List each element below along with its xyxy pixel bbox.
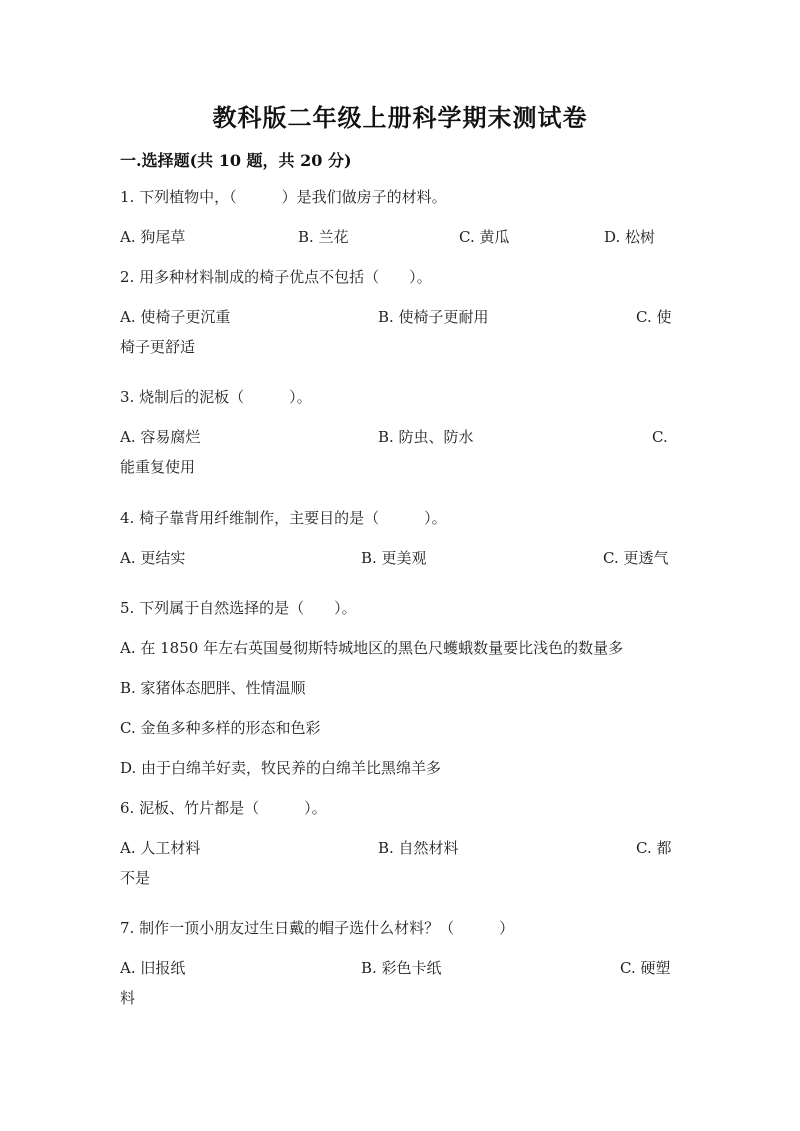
question-stem: 4. 椅子靠背用纤维制作，主要目的是（ ）。	[120, 509, 447, 527]
option-c: C. 都	[636, 839, 672, 857]
option-a: A. 旧报纸	[120, 959, 186, 977]
question-stem: 5. 下列属于自然选择的是（ ）。	[120, 599, 357, 617]
option-a: A. 更结实	[120, 549, 186, 567]
page-title: 教科版二年级上册科学期末测试卷	[212, 103, 588, 132]
question-stem: 7. 制作一顶小朋友过生日戴的帽子选什么材料？（ ）	[120, 919, 515, 937]
option-b: B. 自然材料	[378, 839, 459, 857]
option-c-wrap: 料	[120, 989, 136, 1007]
option-c-wrap: 能重复使用	[120, 458, 196, 476]
option-c: C. 使	[636, 308, 672, 326]
option-c-wrap: 不是	[120, 869, 151, 887]
option-b: B. 家猪体态肥胖、性情温顺	[120, 679, 306, 697]
option-c: C. 金鱼多种多样的形态和色彩	[120, 719, 321, 737]
option-a: A. 狗尾草	[120, 228, 186, 246]
option-d: D. 由于白绵羊好卖，牧民养的白绵羊比黑绵羊多	[120, 759, 442, 777]
option-a: A. 容易腐烂	[120, 428, 201, 446]
option-a: A. 在 1850 年左右英国曼彻斯特城地区的黑色尺蠖蛾数量要比浅色的数量多	[120, 639, 624, 657]
option-b: B. 防虫、防水	[378, 428, 474, 446]
question-stem: 2. 用多种材料制成的椅子优点不包括（ ）。	[120, 268, 432, 286]
question-stem: 3. 烧制后的泥板（ ）。	[120, 388, 312, 406]
option-b: B. 兰花	[298, 228, 349, 246]
option-c-wrap: 椅子更舒适	[120, 338, 196, 356]
option-b: B. 更美观	[361, 549, 427, 567]
question-stem: 1. 下列植物中，（ ）是我们做房子的材料。	[120, 188, 447, 206]
option-a: A. 人工材料	[120, 839, 201, 857]
option-d: D. 松树	[604, 228, 656, 246]
option-b: B. 使椅子更耐用	[378, 308, 489, 326]
question-stem: 6. 泥板、竹片都是（ ）。	[120, 799, 327, 817]
option-c: C. 更透气	[603, 549, 669, 567]
option-a: A. 使椅子更沉重	[120, 308, 231, 326]
option-c: C. 黄瓜	[459, 228, 510, 246]
option-c: C.	[652, 428, 668, 446]
option-b: B. 彩色卡纸	[361, 959, 442, 977]
section-heading: 一.选择题(共 10 题，共 20 分)	[120, 151, 352, 170]
option-c: C. 硬塑	[620, 959, 671, 977]
